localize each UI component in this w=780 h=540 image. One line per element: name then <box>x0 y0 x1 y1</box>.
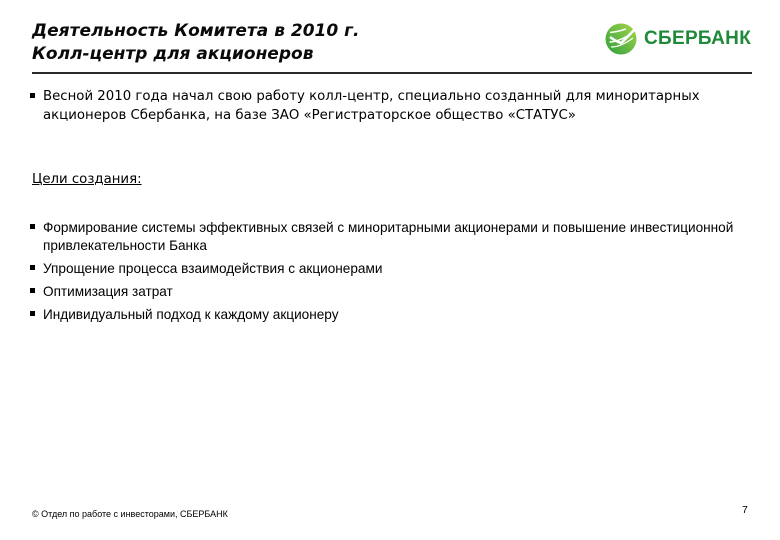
bullet-square-icon <box>30 224 35 229</box>
page-number: 7 <box>742 504 748 516</box>
goals-heading: Цели создания: <box>32 172 142 187</box>
goal-text: Индивидуальный подход к каждому акционеру <box>43 307 339 322</box>
bullet-square-icon <box>30 265 35 270</box>
intro-text: Весной 2010 года начал свою работу колл-центр, специально созданный для миноритарных акционеров Сбербанка, на базе ЗАО «Регистраторское общество «СТАТУС» <box>43 89 700 123</box>
goals-list-item <box>30 260 750 278</box>
goals-list <box>30 219 750 329</box>
goal-text: Формирование системы эффективных связей с миноритарными акционерами и повышение инвестиционной привлекательности Банка <box>43 220 734 253</box>
bullet-square-icon <box>30 93 35 98</box>
title-line-2: Колл-центр для акционеров <box>32 44 314 64</box>
bullet-square-icon <box>30 288 35 293</box>
footer-copyright: © Отдел по работе с инвесторами, СБЕРБАНК <box>32 509 228 519</box>
goals-list-item <box>30 306 750 324</box>
goals-list-item <box>30 219 750 255</box>
sberbank-logo <box>604 22 751 56</box>
sberbank-logo-icon <box>604 22 638 56</box>
goals-list-item <box>30 283 750 301</box>
bullet-square-icon <box>30 311 35 316</box>
header-divider <box>32 72 752 74</box>
intro-paragraph <box>30 87 730 125</box>
goal-text: Оптимизация затрат <box>43 284 173 299</box>
logo-text: СБЕРБАНК <box>644 28 752 49</box>
goal-text: Упрощение процесса взаимодействия с акционерами <box>43 261 383 276</box>
intro-bullet <box>30 87 730 125</box>
title-line-1: Деятельность Комитета в 2010 г. <box>32 21 360 41</box>
page-title <box>32 20 359 66</box>
